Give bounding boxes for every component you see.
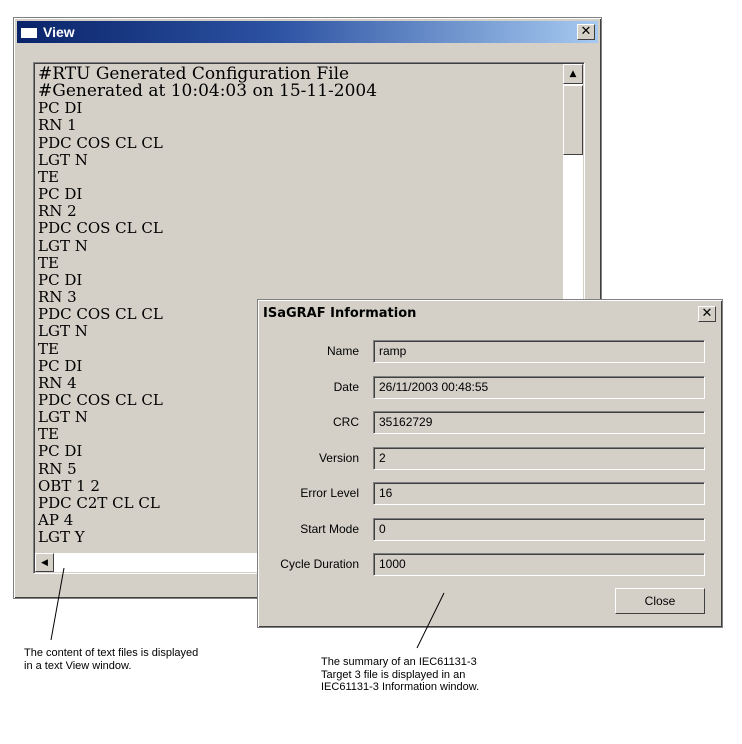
- info-caption-line: IEC61131-3 Information window.: [321, 681, 480, 693]
- text-line: LGT N: [38, 150, 88, 169]
- text-line: PDC COS CL CL: [38, 219, 163, 238]
- text-line: TE: [38, 167, 59, 186]
- field-label: Error Level: [300, 486, 359, 500]
- text-line: PDC COS CL CL: [38, 133, 163, 152]
- scroll-left-button[interactable]: ◀: [35, 553, 54, 572]
- view-caption-line: in a text View window.: [24, 659, 132, 672]
- text-line: RN 5: [38, 459, 77, 478]
- close-button[interactable]: Close: [615, 588, 705, 614]
- info-caption-line: The summary of an IEC61131-3: [321, 656, 477, 668]
- info-title: ISaGRAF Information: [263, 306, 417, 321]
- info-caption: [321, 656, 479, 694]
- text-line: RN 2: [38, 202, 77, 221]
- text-line: #Generated at 10:04:03 on 15-11-2004: [38, 81, 378, 102]
- info-close-icon-button[interactable]: ✕: [698, 306, 716, 322]
- view-callout-line: [51, 568, 64, 640]
- info-callout-line: [417, 593, 444, 648]
- field-value: 0: [373, 518, 705, 541]
- view-caption: [24, 647, 198, 672]
- field-label: CRC: [333, 415, 359, 429]
- scroll-up-button[interactable]: ▲: [563, 64, 583, 84]
- text-line: PDC COS CL CL: [38, 305, 163, 324]
- field-label: Date: [333, 379, 359, 394]
- text-line: LGT N: [38, 408, 88, 427]
- text-line: OBT 1 2: [38, 476, 100, 495]
- text-line: PC DI: [38, 99, 83, 118]
- text-line: PDC COS CL CL: [38, 390, 163, 409]
- view-title: View: [43, 24, 75, 40]
- field-label: Version: [318, 450, 359, 465]
- text-line: RN 4: [38, 373, 77, 392]
- text-line: LGT N: [38, 322, 88, 341]
- text-line: LGT Y: [38, 528, 85, 547]
- text-line: PC DI: [38, 185, 83, 204]
- text-line: AP 4: [38, 511, 74, 530]
- text-line: LGT N: [38, 236, 88, 255]
- text-line: PDC C2T CL CL: [38, 493, 160, 512]
- field-value: 2: [373, 447, 705, 470]
- field-value: 1000: [373, 553, 705, 576]
- field-label: Name: [326, 344, 359, 358]
- field-value: 26/11/2003 00:48:55: [373, 376, 705, 399]
- text-line: RN 1: [38, 116, 77, 135]
- field-label: Cycle Duration: [280, 557, 359, 571]
- info-caption-line: Target 3 file is displayed in an: [321, 668, 466, 681]
- text-line: PC DI: [38, 442, 83, 461]
- text-line: TE: [38, 425, 59, 444]
- view-caption-line: The content of text files is displayed: [24, 647, 199, 659]
- text-line: TE: [38, 339, 59, 358]
- text-line: PC DI: [38, 270, 83, 289]
- field-value: ramp: [373, 340, 705, 363]
- text-line: TE: [38, 253, 59, 272]
- text-line: PC DI: [38, 356, 83, 375]
- field-value: 35162729: [373, 411, 705, 434]
- field-value: 16: [373, 482, 705, 505]
- text-line: #RTU Generated Configuration File: [38, 64, 350, 84]
- view-close-button[interactable]: ✕: [577, 24, 595, 40]
- text-line: RN 3: [38, 288, 77, 307]
- field-label: Start Mode: [300, 521, 359, 536]
